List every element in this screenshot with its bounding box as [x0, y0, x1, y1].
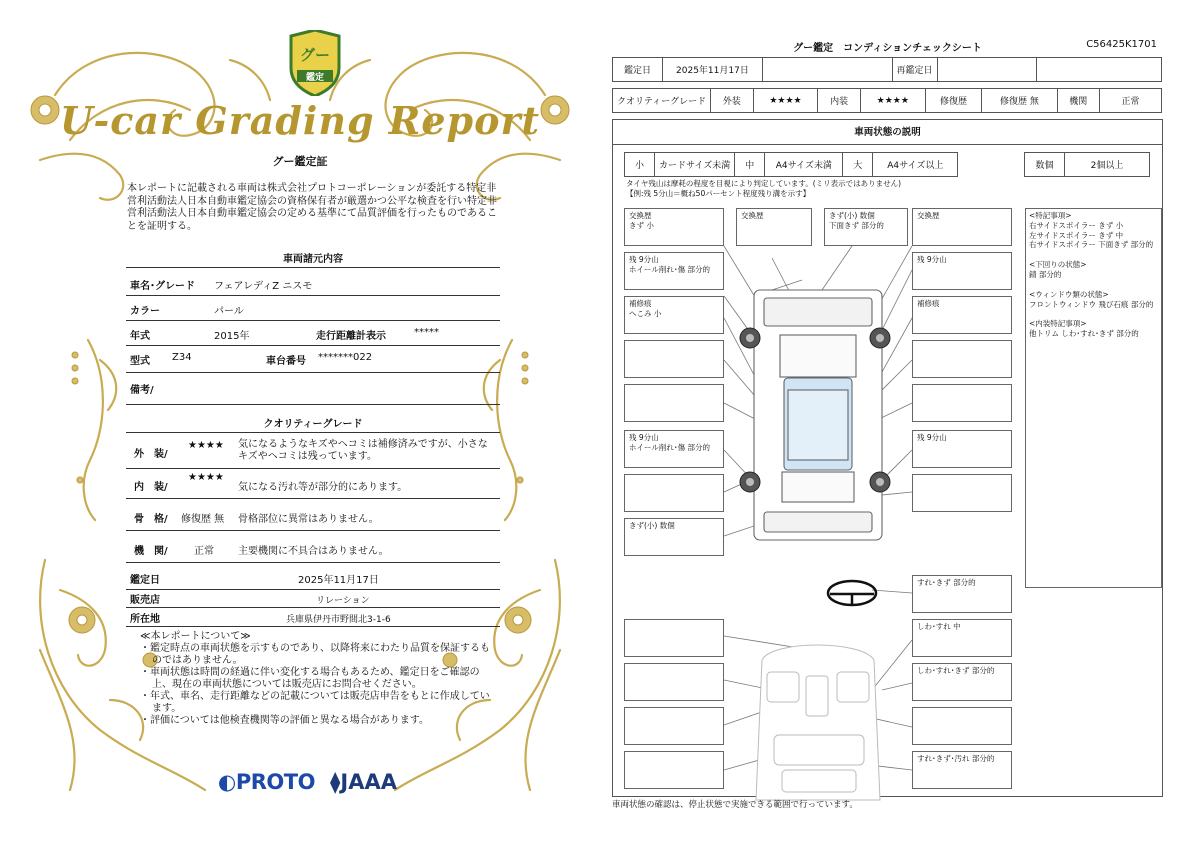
special-notes-panel — [1025, 208, 1162, 588]
int-box-l1 — [624, 619, 724, 657]
note-item: ・車両状態は時間の経過に伴い変化する場合もあるため、鑑定日をご確認の上、現在の車両状態については販売店にお問合せください。 — [140, 667, 480, 690]
ext-box-l6 — [624, 430, 724, 468]
int-box-r1-line1: しわ･すれ 中 — [917, 622, 961, 631]
size-medium-desc: A4サイズ未満 — [765, 153, 843, 177]
model-label: 型式 — [130, 356, 150, 367]
ext-box-l7 — [624, 474, 724, 512]
engine-value: 正常 — [1100, 89, 1162, 113]
appraisal-date-row — [126, 571, 500, 590]
tire-note — [626, 179, 901, 199]
appraisal-date-value: 2025年11月17日 — [298, 575, 379, 586]
chassis-value: *******022 — [318, 352, 373, 363]
int-box-r2 — [912, 663, 1012, 701]
name-label: 車名･グレード — [130, 281, 195, 292]
quality-section-title: クオリティーグレード — [263, 419, 363, 430]
jaaa-logo-text: JAAA — [340, 770, 397, 794]
int-value: ★★★★ — [860, 89, 925, 113]
quality-row-interior — [126, 470, 500, 499]
location-label: 所在地 — [130, 614, 160, 625]
name-value: フェアレディZ ニスモ — [214, 281, 313, 292]
window-title: <ウィンドウ類の状態> — [1029, 289, 1109, 299]
ext-box-l3-line2: へこみ 小 — [629, 309, 662, 318]
under-item: 錆 部分的 — [1029, 269, 1062, 279]
badge-top-text: グー — [299, 46, 331, 64]
note-item: ・評価については他検査機関等の評価と異なる場合があります。 — [140, 715, 429, 726]
ext-box-r4 — [912, 340, 1012, 378]
notes-title: ≪本レポートについて≫ — [140, 631, 251, 642]
script-title: U-car Grading Report — [59, 98, 541, 143]
note-item: ・鑑定時点の車両状態を示すものであり、以降将来にわたり品質を保証するものではありません。 — [140, 643, 490, 666]
ext-box-l2-line2: ホイール削れ･傷 部分的 — [629, 265, 710, 274]
int-box-steering — [912, 575, 1012, 613]
quality-top-rule — [126, 432, 500, 433]
ext-box-t3-line1: きず(小) 数個 — [829, 211, 875, 220]
int-box-r4-line1: すれ･きず･汚れ 部分的 — [917, 754, 995, 763]
ext-box-r2 — [912, 252, 1012, 290]
ext-box-r3-line1: 補修痕 — [917, 299, 940, 308]
mileage-value: ***** — [414, 327, 439, 338]
badge-bottom-text: 鑑定 — [305, 73, 325, 83]
ext-box-l1-line2: きず 小 — [629, 221, 654, 230]
ext-box-r1 — [912, 208, 1012, 246]
int-box-r1 — [912, 619, 1012, 657]
ext-box-l8-line1: きず(小) 数個 — [629, 521, 675, 530]
size-large-desc: A4サイズ以上 — [873, 153, 958, 177]
color-label: カラー — [130, 306, 160, 317]
reappraisal-value — [937, 58, 1037, 82]
tire-note-line-1: タイヤ残山は摩耗の程度を目視により判定しています。(ミリ表示ではありません) — [626, 179, 902, 188]
dealer-label: 販売店 — [130, 595, 160, 606]
exterior-text: 気になるようなキズやヘコミは補修済みですが、小さなキズやヘコミは残っています。 — [238, 439, 488, 462]
certificate-intro: 本レポートに記載される車両は株式会社プロトコーポレーションが委託する特定非営利活動法人日本自動車鑑定協会の資格保有者が厳選かつ公平な検査を行い特定非営利活動法人日本自動車鑑定協会の定める基準にて品質評価を行ったものであることを証明する。 — [127, 183, 497, 232]
count-desc: 2個以上 — [1065, 153, 1150, 177]
size-legend-table — [624, 152, 958, 177]
int-box-steering-line1: すれ･きず 部分的 — [917, 578, 976, 587]
ext-box-r3 — [912, 296, 1012, 334]
under-title: <下回りの状態> — [1029, 260, 1087, 270]
ext-box-l1-line1: 交換歴 — [629, 211, 652, 220]
spec-row-model — [126, 352, 500, 373]
ext-box-l3-line1: 補修痕 — [629, 299, 652, 308]
location-value: 兵庫県伊丹市野間北3-1-6 — [286, 615, 391, 625]
jaaa-logo — [330, 770, 397, 794]
int-box-r2-line1: しわ･すれ･きず 部分的 — [917, 666, 995, 675]
spec-row-name — [126, 277, 500, 296]
spec-row-color — [126, 302, 500, 321]
exterior-label: 外 装/ — [134, 449, 168, 460]
mileage-label: 走行距離計表示 — [316, 331, 386, 342]
quality-row-engine — [126, 537, 500, 563]
note-item: ・年式、車名、走行距離などの記載については販売店申告をもとに作成しています。 — [140, 691, 490, 714]
interior-stars: ★★★★ — [188, 472, 224, 483]
int-box-l4 — [624, 751, 724, 789]
reappraisal-blank — [1037, 58, 1162, 82]
proto-mark-icon: ◐ — [218, 770, 236, 794]
ext-box-l6-line2: ホイール削れ･傷 部分的 — [629, 443, 710, 452]
condition-title: 車両状態の説明 — [613, 120, 1162, 145]
ext-label: 外装 — [711, 89, 753, 113]
ext-box-l8 — [624, 518, 724, 556]
quality-row-exterior — [126, 436, 500, 469]
frame-label: 骨 格/ — [134, 514, 168, 525]
ext-box-t2-line1: 交換歴 — [741, 211, 764, 220]
grade-table — [612, 88, 1162, 113]
ext-box-l2-line1: 残 9分山 — [629, 255, 659, 264]
goo-appraisal-badge-icon — [287, 30, 343, 96]
color-value: パール — [214, 306, 244, 317]
dealer-value: リレーション — [316, 596, 370, 606]
specs-top-rule — [126, 267, 500, 268]
special-item: 右サイドスポイラー きず 小 — [1029, 220, 1124, 230]
int-box-l3 — [624, 707, 724, 745]
quality-row-frame — [126, 505, 500, 531]
special-item: 左サイドスポイラー きず 中 — [1029, 230, 1124, 240]
ext-box-r6-line1: 残 9分山 — [917, 433, 947, 442]
special-item: 右サイドスポイラー 下面きず 部分的 — [1029, 240, 1154, 250]
chassis-label: 車台番号 — [266, 356, 306, 367]
sheet-title: グー鑑定 コンディションチェックシート — [793, 43, 982, 54]
window-item: フロントウィンドウ 飛び石痕 部分的 — [1029, 299, 1154, 309]
size-small-desc: カードサイズ未満 — [655, 153, 735, 177]
sheet-code: C56425K1701 — [1086, 39, 1157, 50]
year-value: 2015年 — [214, 331, 250, 342]
date-table — [612, 57, 1162, 82]
ext-box-t3 — [824, 208, 908, 246]
ext-box-l1 — [624, 208, 724, 246]
interior-label: 内 装/ — [134, 482, 168, 493]
proto-logo-text: PROTO — [235, 770, 315, 794]
engine-text: 主要機関に不具合はありません。 — [238, 546, 389, 557]
certificate-title: グー鑑定証 — [272, 155, 328, 168]
interior-text: 気になる汚れ等が部分的にあります。 — [238, 482, 408, 493]
sheet-footer: 車両状態の確認は、停止状態で実施できる範囲で行っています。 — [612, 800, 858, 810]
exterior-stars: ★★★★ — [188, 440, 224, 451]
specs-section-title: 車両諸元内容 — [283, 254, 343, 265]
special-title: <特記事項> — [1029, 211, 1072, 220]
frame-value: 修復歴 無 — [181, 514, 225, 525]
model-value: Z34 — [172, 352, 192, 363]
condition-check-sheet — [612, 0, 1163, 848]
engine-label: 機 関/ — [134, 546, 168, 557]
appraisal-date-label: 鑑定日 — [130, 575, 160, 586]
year-label: 年式 — [130, 331, 150, 342]
tire-note-line-2: 【例:残 5分山＝概ね50パーセント程度残り溝を示す】 — [626, 189, 811, 198]
ext-box-l4 — [624, 340, 724, 378]
ext-box-r6 — [912, 430, 1012, 468]
size-small: 小 — [625, 153, 655, 177]
frame-text: 骨格部位に異常はありません。 — [238, 514, 379, 525]
location-row — [126, 610, 500, 627]
ext-box-t3-line2: 下面きず 部分的 — [829, 221, 884, 230]
ext-box-r2-line1: 残 9分山 — [917, 255, 947, 264]
engine-label: 機関 — [1057, 89, 1100, 113]
dealer-row — [126, 591, 500, 608]
int-label: 内装 — [818, 89, 860, 113]
spec-row-remarks — [126, 381, 500, 405]
date-blank — [762, 58, 892, 82]
interior-notes-item: 他トリム しわ･すれ･きず 部分的 — [1029, 329, 1139, 339]
ext-value: ★★★★ — [753, 89, 818, 113]
repair-label: 修復歴 — [925, 89, 982, 113]
ext-box-l2 — [624, 252, 724, 290]
ext-box-l5 — [624, 384, 724, 422]
engine-value: 正常 — [194, 546, 214, 557]
size-medium: 中 — [735, 153, 765, 177]
remarks-label: 備考/ — [130, 385, 154, 396]
int-box-l2 — [624, 663, 724, 701]
ext-box-r1-line1: 交換歴 — [917, 211, 940, 220]
repair-value: 修復歴 無 — [982, 89, 1057, 113]
reappraisal-label: 再鑑定日 — [892, 58, 937, 82]
count-label: 数個 — [1025, 153, 1065, 177]
ext-box-r7 — [912, 474, 1012, 512]
ext-box-t2 — [736, 208, 812, 246]
count-legend-table — [1024, 152, 1150, 177]
ext-box-l6-line1: 残 9分山 — [629, 433, 659, 442]
ext-box-r5 — [912, 384, 1012, 422]
date-value: 2025年11月17日 — [662, 58, 762, 82]
proto-logo — [218, 770, 315, 794]
grade-label: クオリティーグレード — [613, 89, 711, 113]
jaaa-mark-icon: ⧫ — [330, 770, 341, 794]
interior-notes-title: <内装特記事項> — [1029, 319, 1087, 329]
size-large: 大 — [843, 153, 873, 177]
ext-box-l3 — [624, 296, 724, 334]
spec-row-year — [126, 327, 500, 346]
int-box-r4 — [912, 751, 1012, 789]
date-label: 鑑定日 — [613, 58, 663, 82]
report-notes — [140, 631, 490, 727]
int-box-r3 — [912, 707, 1012, 745]
